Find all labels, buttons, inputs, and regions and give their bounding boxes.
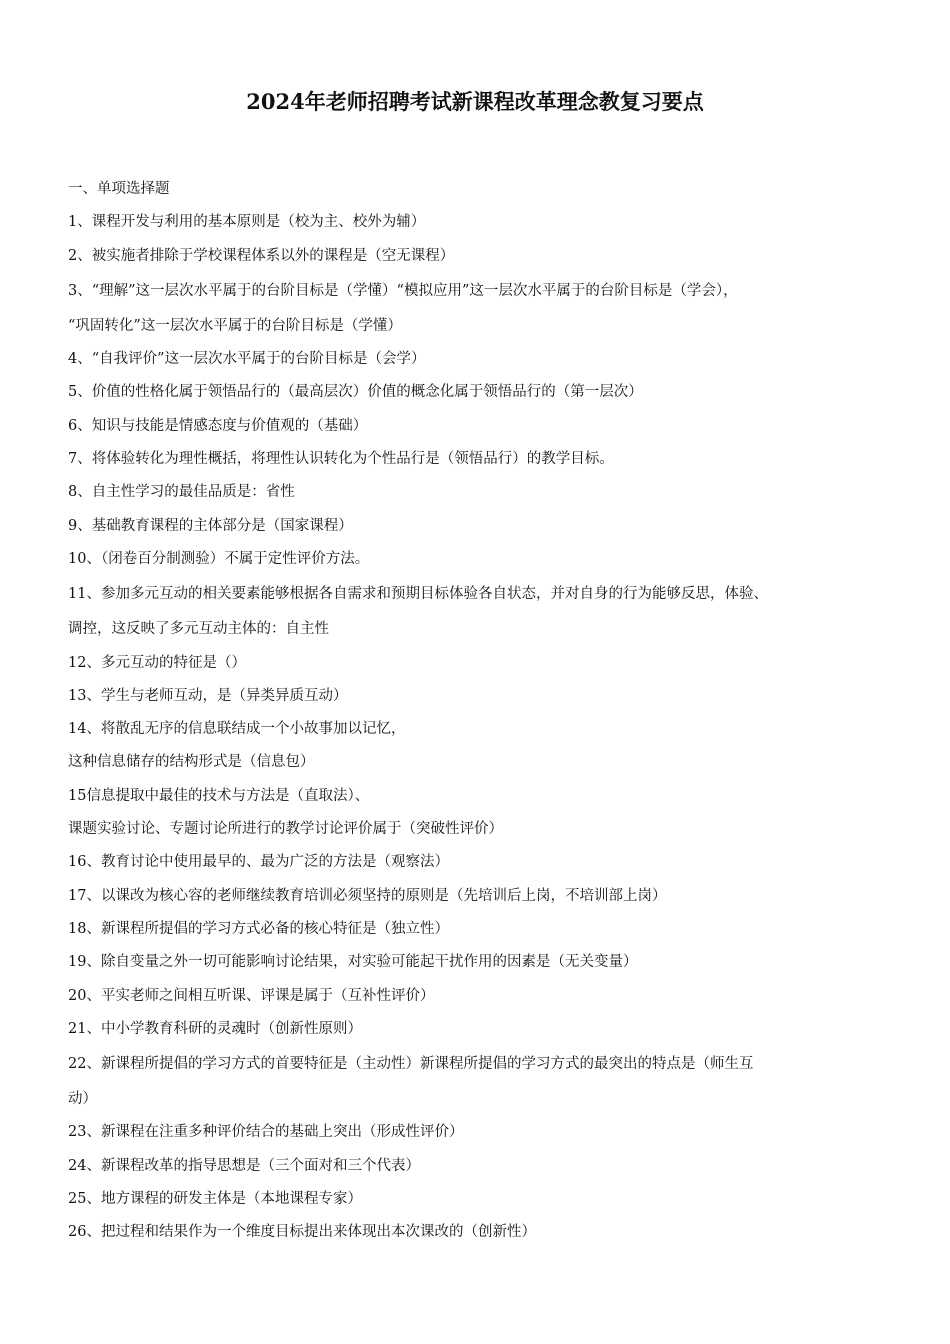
question-line: 26、把过程和结果作为一个维度目标提出来体现出本次课改的（创新性）	[68, 1224, 536, 1241]
question-line: 4、“自我评价”这一层次水平属于的台阶目标是（会学）	[68, 351, 426, 368]
question-line: 1、课程开发与利用的基本原则是（校为主、校外为辅）	[68, 214, 426, 231]
question-line: 8、自主性学习的最佳品质是：省性	[68, 484, 295, 501]
question-line: 14、将散乱无序的信息联结成一个小故事加以记忆，	[68, 721, 406, 738]
question-line: 7、将体验转化为理性概括，将理性认识转化为个性品行是（领悟品行）的教学目标。	[68, 451, 614, 468]
question-line: 5、价值的性格化属于领悟品行的（最高层次）价值的概念化属于领悟品行的（第一层次）	[68, 384, 643, 401]
question-line: 18、新课程所提倡的学习方式必备的核心特征是（独立性）	[68, 920, 449, 937]
question-line: 3、“理解”这一层次水平属于的台阶目标是（学懂）“模拟应用”这一层次水平属于的台阶目标是（学会），	[68, 282, 738, 299]
document-title: 2024年老师招聘考试新课程改革理念教复习要点	[246, 89, 704, 114]
question-line: 12、多元互动的特征是（）	[68, 654, 246, 671]
document-body	[68, 173, 898, 1250]
question-line: 这种信息储存的结构形式是（信息包）	[68, 754, 315, 771]
question-line: 23、新课程在注重多种评价结合的基础上突出（形成性评价）	[68, 1124, 464, 1141]
question-line: 16、教育讨论中使用最早的、最为广泛的方法是（观察法）	[68, 854, 449, 871]
question-line: “巩固转化”这一层次水平属于的台阶目标是（学懂）	[68, 317, 402, 334]
question-line: 课题实验讨论、专题讨论所进行的教学讨论评价属于（突破性评价）	[68, 821, 503, 838]
question-line: 17、以课改为核心容的老师继续教育培训必须坚持的原则是（先培训后上岗，不培训部上岗）	[68, 887, 667, 904]
section-heading: 一、单项选择题	[68, 181, 170, 197]
question-line: 9、基础教育课程的主体部分是（国家课程）	[68, 517, 353, 534]
question-line: 动）	[68, 1091, 97, 1108]
question-line: 20、平实老师之间相互听课、评课是属于（互补性评价）	[68, 987, 435, 1004]
question-line: 11、参加多元互动的相关要素能够根据各自需求和预期目标体验各自状态，并对自身的行为能够反思，体验、	[68, 586, 768, 603]
question-line: 19、除自变量之外一切可能影响讨论结果，对实验可能起干扰作用的因素是（无关变量）	[68, 954, 638, 971]
question-line: 10、（闭卷百分制测验）不属于定性评价方法。	[68, 550, 370, 567]
question-line: 21、中小学教育科研的灵魂时（创新性原则）	[68, 1020, 362, 1037]
question-line: 2、被实施者排除于学校课程体系以外的课程是（空无课程）	[68, 247, 455, 264]
question-line: 15信息提取中最佳的技术与方法是（直取法）、	[68, 787, 370, 804]
question-line: 24、新课程改革的指导思想是（三个面对和三个代表）	[68, 1157, 420, 1174]
question-line: 6、知识与技能是情感态度与价值观的（基础）	[68, 417, 368, 434]
question-line: 调控，这反映了多元互动主体的：自主性	[68, 621, 329, 638]
question-line: 22、新课程所提倡的学习方式的首要特征是（主动性）新课程所提倡的学习方式的最突出的特点是（师生互	[68, 1056, 754, 1073]
question-line: 25、地方课程的研发主体是（本地课程专家）	[68, 1191, 362, 1208]
question-line: 13、学生与老师互动，是（异类异质互动）	[68, 687, 348, 704]
